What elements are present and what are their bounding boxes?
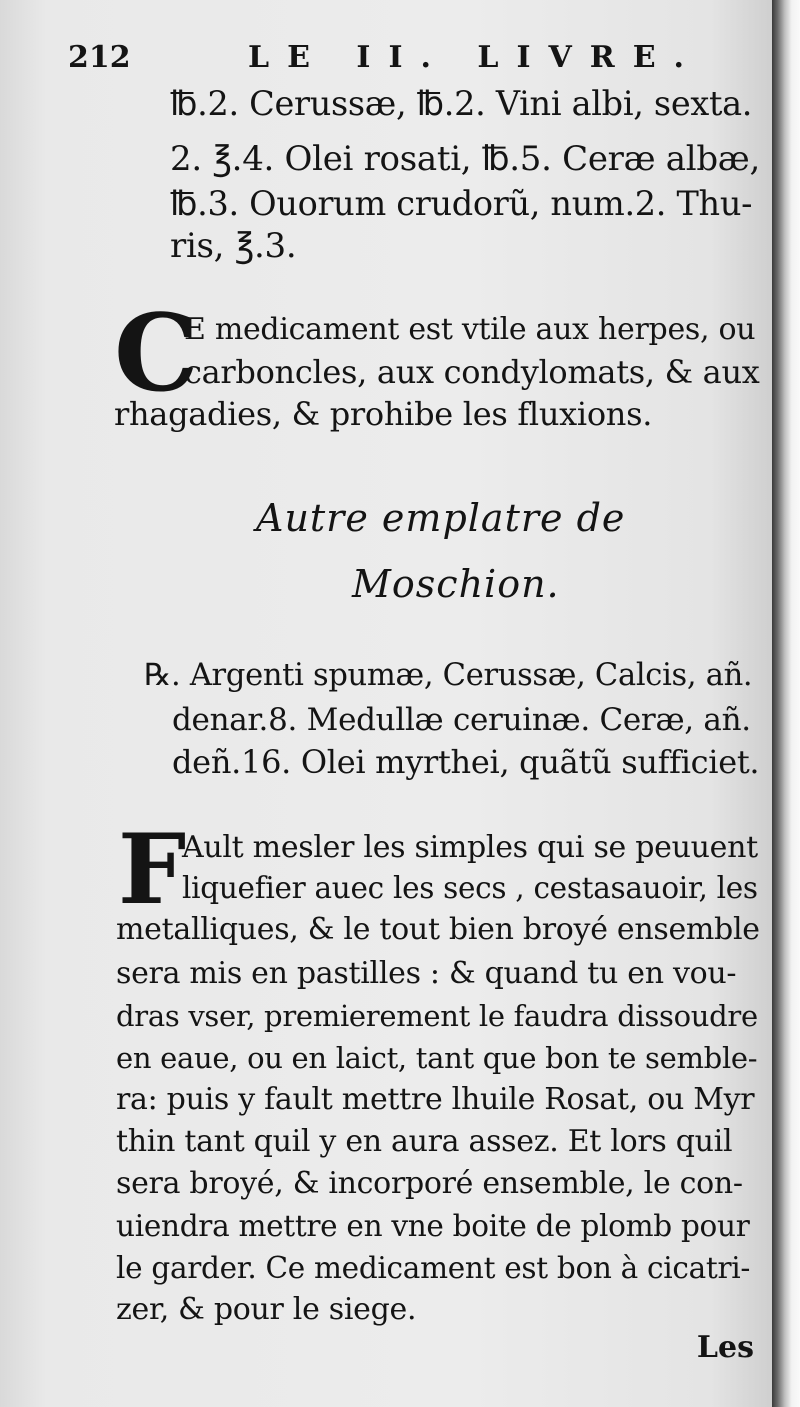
recipe-line: ris, ℥.3. — [170, 226, 297, 266]
paragraph-line: rhagadies, & prohibe les fluxions. — [114, 395, 653, 433]
paragraph-line: ra: puis y fault mettre lhuile Rosat, ou Myr — [116, 1082, 755, 1117]
page-number: 212 — [68, 40, 131, 75]
paragraph-line: sera broyé, & incorporé ensemble, le con- — [116, 1166, 743, 1201]
paragraph-line: uiendra mettre en vne boite de plomb pour — [116, 1209, 750, 1243]
paragraph-line: dras vser, premierement le faudra dissoudre — [116, 999, 758, 1033]
recipe-line: ℔.2. Cerussæ, ℔.2. Vini albi, sexta. — [170, 84, 753, 123]
drop-cap: C — [114, 290, 199, 415]
page-header — [68, 40, 728, 90]
paragraph-line: Ault mesler les simples qui se peuuent — [182, 830, 758, 865]
paragraph-line: en eaue, ou en laict, tant que bon te semble- — [116, 1041, 758, 1075]
paragraph-line: carboncles, aux condylomats, & aux — [184, 353, 760, 391]
catchword: Les — [696, 1330, 754, 1365]
section-title: Autre emplatre de — [256, 496, 626, 540]
paragraph-line: liquefier auec les secs , cestasauoir, les — [182, 871, 758, 905]
paragraph-line: E medicament est vtile aux herpes, ou — [184, 312, 756, 347]
paragraph-line: zer, & pour le siege. — [116, 1292, 417, 1327]
recipe-line: ℞. Argenti spumæ, Cerussæ, Calcis, añ. — [144, 658, 753, 693]
section-title: Moschion. — [352, 562, 560, 606]
paragraph-line: sera mis en pastilles : & quand tu en vou- — [116, 956, 737, 991]
paragraph-line: le garder. Ce medicament est bon à cicatri- — [116, 1251, 751, 1285]
drop-cap: F — [118, 813, 187, 926]
recipe-line: deñ.16. Olei myrthei, quãtũ sufficiet. — [172, 743, 760, 781]
paragraph-line: metalliques, & le tout bien broyé ensemble — [116, 912, 760, 947]
paragraph-line: thin tant quil y en aura assez. Et lors quil — [116, 1124, 733, 1159]
recipe-line: ℔.3. Ouorum crudorũ, num.2. Thu- — [170, 184, 753, 223]
recipe-line: denar.8. Medullæ ceruinæ. Ceræ, añ. — [172, 702, 751, 738]
book-gutter — [772, 0, 800, 1407]
running-title: LE II. LIVRE. — [248, 40, 703, 75]
recipe-line: 2. ℥.4. Olei rosati, ℔.5. Ceræ albæ, — [170, 139, 760, 179]
